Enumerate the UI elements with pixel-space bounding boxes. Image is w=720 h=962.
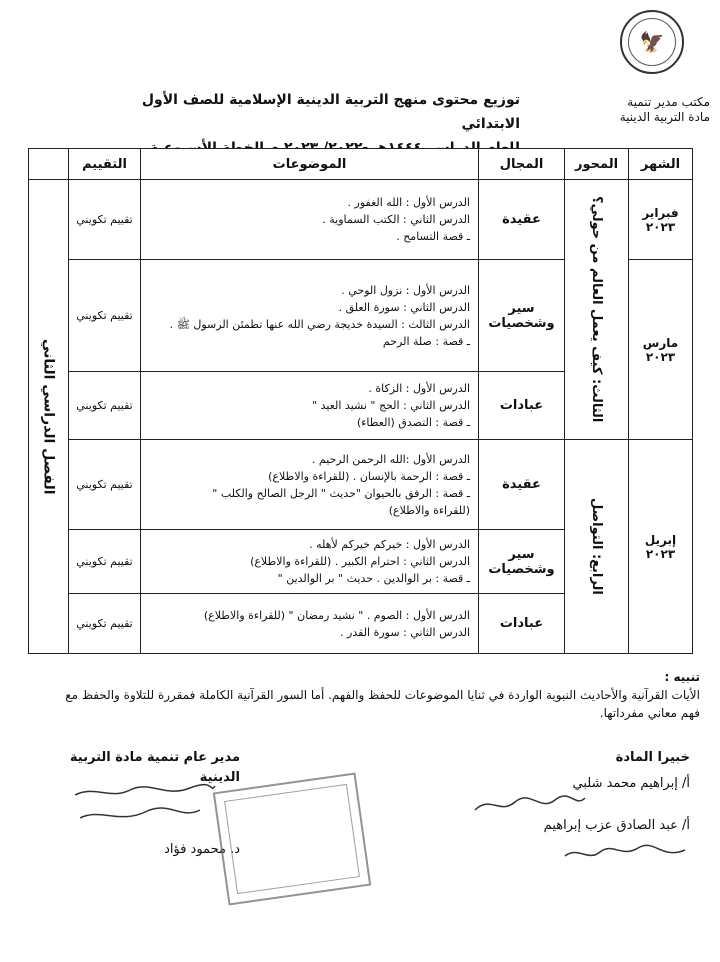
topic-line: ـ قصة : بر الوالدين . حديث " بر الوالدين " bbox=[277, 572, 470, 585]
evaluation-cell: تقييم تكويني bbox=[69, 530, 141, 594]
evaluation-cell: تقييم تكويني bbox=[69, 180, 141, 260]
semester-header bbox=[29, 149, 69, 180]
topics-cell bbox=[141, 180, 479, 260]
experts-title: خبيرا المادة bbox=[615, 750, 690, 765]
note-text: الأيات القرآنية والأحاديث النبوية الواردة في ثنايا الموضوعات للحفظ والفهم. أما السور القرآنية الكاملة فمقررة للتلاوة والحفظ مع فهم معاني مفرداتها. bbox=[65, 688, 700, 720]
topic-line: الدرس الأول : الله الغفور . bbox=[347, 196, 470, 209]
axis-cell bbox=[565, 440, 629, 654]
field-cell: عقيدة bbox=[479, 180, 565, 260]
field-header: المجال bbox=[479, 149, 565, 180]
topic-line: الدرس الثاني : سورة القدر . bbox=[340, 625, 470, 639]
month-cell: فبراير ٢٠٢٣ bbox=[629, 180, 693, 260]
evaluation-header: التقييم bbox=[69, 149, 141, 180]
topic-line: الدرس الأول : الزكاة . bbox=[368, 382, 470, 395]
expert-1-name: أ/ إبراهيم محمد شلبي bbox=[572, 776, 690, 791]
month-cell: إبريل ٢٠٢٣ bbox=[629, 440, 693, 654]
axis-label-third: الثالث: كيف يعمل العالم من حولي؟ bbox=[589, 196, 604, 423]
topic-line: الدرس الثاني : الكتب السماوية . bbox=[322, 213, 470, 226]
handwritten-signature-expert-2 bbox=[560, 838, 690, 868]
title-line-1: توزيع محتوى منهج التربية الدينية الإسلامية للصف الأول الابتدائي bbox=[141, 92, 520, 132]
handwritten-signature-director bbox=[70, 780, 220, 830]
topic-line: الدرس الأول : الصوم . " نشيد رمضان " (للقراءة والاطلاع) bbox=[203, 608, 470, 622]
month-cell: مارس ٢٠٢٣ bbox=[629, 260, 693, 440]
ministry-seal-logo bbox=[620, 10, 684, 74]
topic-line: (للقراءة والاطلاع) bbox=[388, 503, 470, 517]
office-stamp bbox=[213, 773, 371, 906]
topics-cell bbox=[141, 372, 479, 440]
topic-line: الدرس الأول : نزول الوحي . bbox=[341, 283, 470, 297]
evaluation-cell: تقييم تكويني bbox=[69, 260, 141, 372]
month-header: الشهر bbox=[629, 149, 693, 180]
topic-line: ـ قصة : الرفق بالحيوان "حديث " الرجل الصالح والكلب " bbox=[212, 486, 470, 500]
topic-line: الدرس الثاني : احترام الكبير . (للقراءة والاطلاع) bbox=[250, 555, 470, 568]
topics-header: الموضوعات bbox=[141, 149, 479, 180]
evaluation-cell: تقييم تكويني bbox=[69, 440, 141, 530]
expert-2-name: أ/ عبد الصادق عزب إبراهيم bbox=[543, 818, 690, 833]
topic-line: ـ قصة : التصدق (العطاء) bbox=[356, 416, 470, 429]
field-cell: سير وشخصيات bbox=[479, 260, 565, 372]
field-cell: عبادات bbox=[479, 594, 565, 654]
topics-cell bbox=[141, 530, 479, 594]
evaluation-cell: تقييم تكويني bbox=[69, 372, 141, 440]
office-line-1: مكتب مدير تنمية bbox=[627, 95, 710, 109]
topics-cell bbox=[141, 440, 479, 530]
curriculum-table bbox=[28, 148, 693, 654]
handwritten-signature-expert-1 bbox=[470, 790, 590, 820]
note-block bbox=[60, 668, 700, 722]
topics-cell bbox=[141, 594, 479, 654]
director-title: مدير عام تنمية مادة التربية الدينية bbox=[69, 750, 240, 785]
office-line-2: مادة التربية الدينية bbox=[619, 110, 710, 124]
eagle-emblem-icon: 🦅 bbox=[639, 30, 665, 54]
topic-line: الدرس الثاني : سورة العلق . bbox=[338, 300, 470, 314]
topic-line: ـ قصة : صلة الرحم bbox=[382, 334, 470, 348]
table-header-row bbox=[29, 149, 693, 180]
semester-cell bbox=[29, 180, 69, 654]
axis-cell bbox=[565, 180, 629, 440]
evaluation-cell: تقييم تكويني bbox=[69, 594, 141, 654]
semester-label: الفصل الدراسي الثاني bbox=[40, 338, 57, 495]
field-cell: عبادات bbox=[479, 372, 565, 440]
axis-label-fourth: الرابع: التواصل bbox=[589, 498, 604, 595]
topic-line: الدرس الأول :الله الرحمن الرحيم . bbox=[311, 452, 470, 466]
field-cell: عقيدة bbox=[479, 440, 565, 530]
topic-line: ـ قصة التسامح . bbox=[396, 230, 470, 243]
topic-line: الدرس الثالث : السيدة خديجة رضي الله عنها تطمئن الرسول ﷺ . bbox=[169, 317, 470, 331]
topic-line: الدرس الأول : خيركم خيركم لأهله . bbox=[309, 538, 470, 551]
note-heading: تنبيه : bbox=[664, 670, 700, 684]
field-cell: سير وشخصيات bbox=[479, 530, 565, 594]
office-label bbox=[560, 95, 710, 125]
topic-line: الدرس الثاني : الحج " نشيد العيد " bbox=[312, 399, 470, 412]
table-row bbox=[29, 180, 693, 260]
axis-header: المحور bbox=[565, 149, 629, 180]
topic-line: ـ قصة : الرحمة بالإنسان . (للقراءة والاطلاع) bbox=[268, 469, 470, 483]
director-name: د. محمود فؤاد bbox=[164, 842, 240, 857]
topics-cell bbox=[141, 260, 479, 372]
table-row bbox=[29, 440, 693, 530]
